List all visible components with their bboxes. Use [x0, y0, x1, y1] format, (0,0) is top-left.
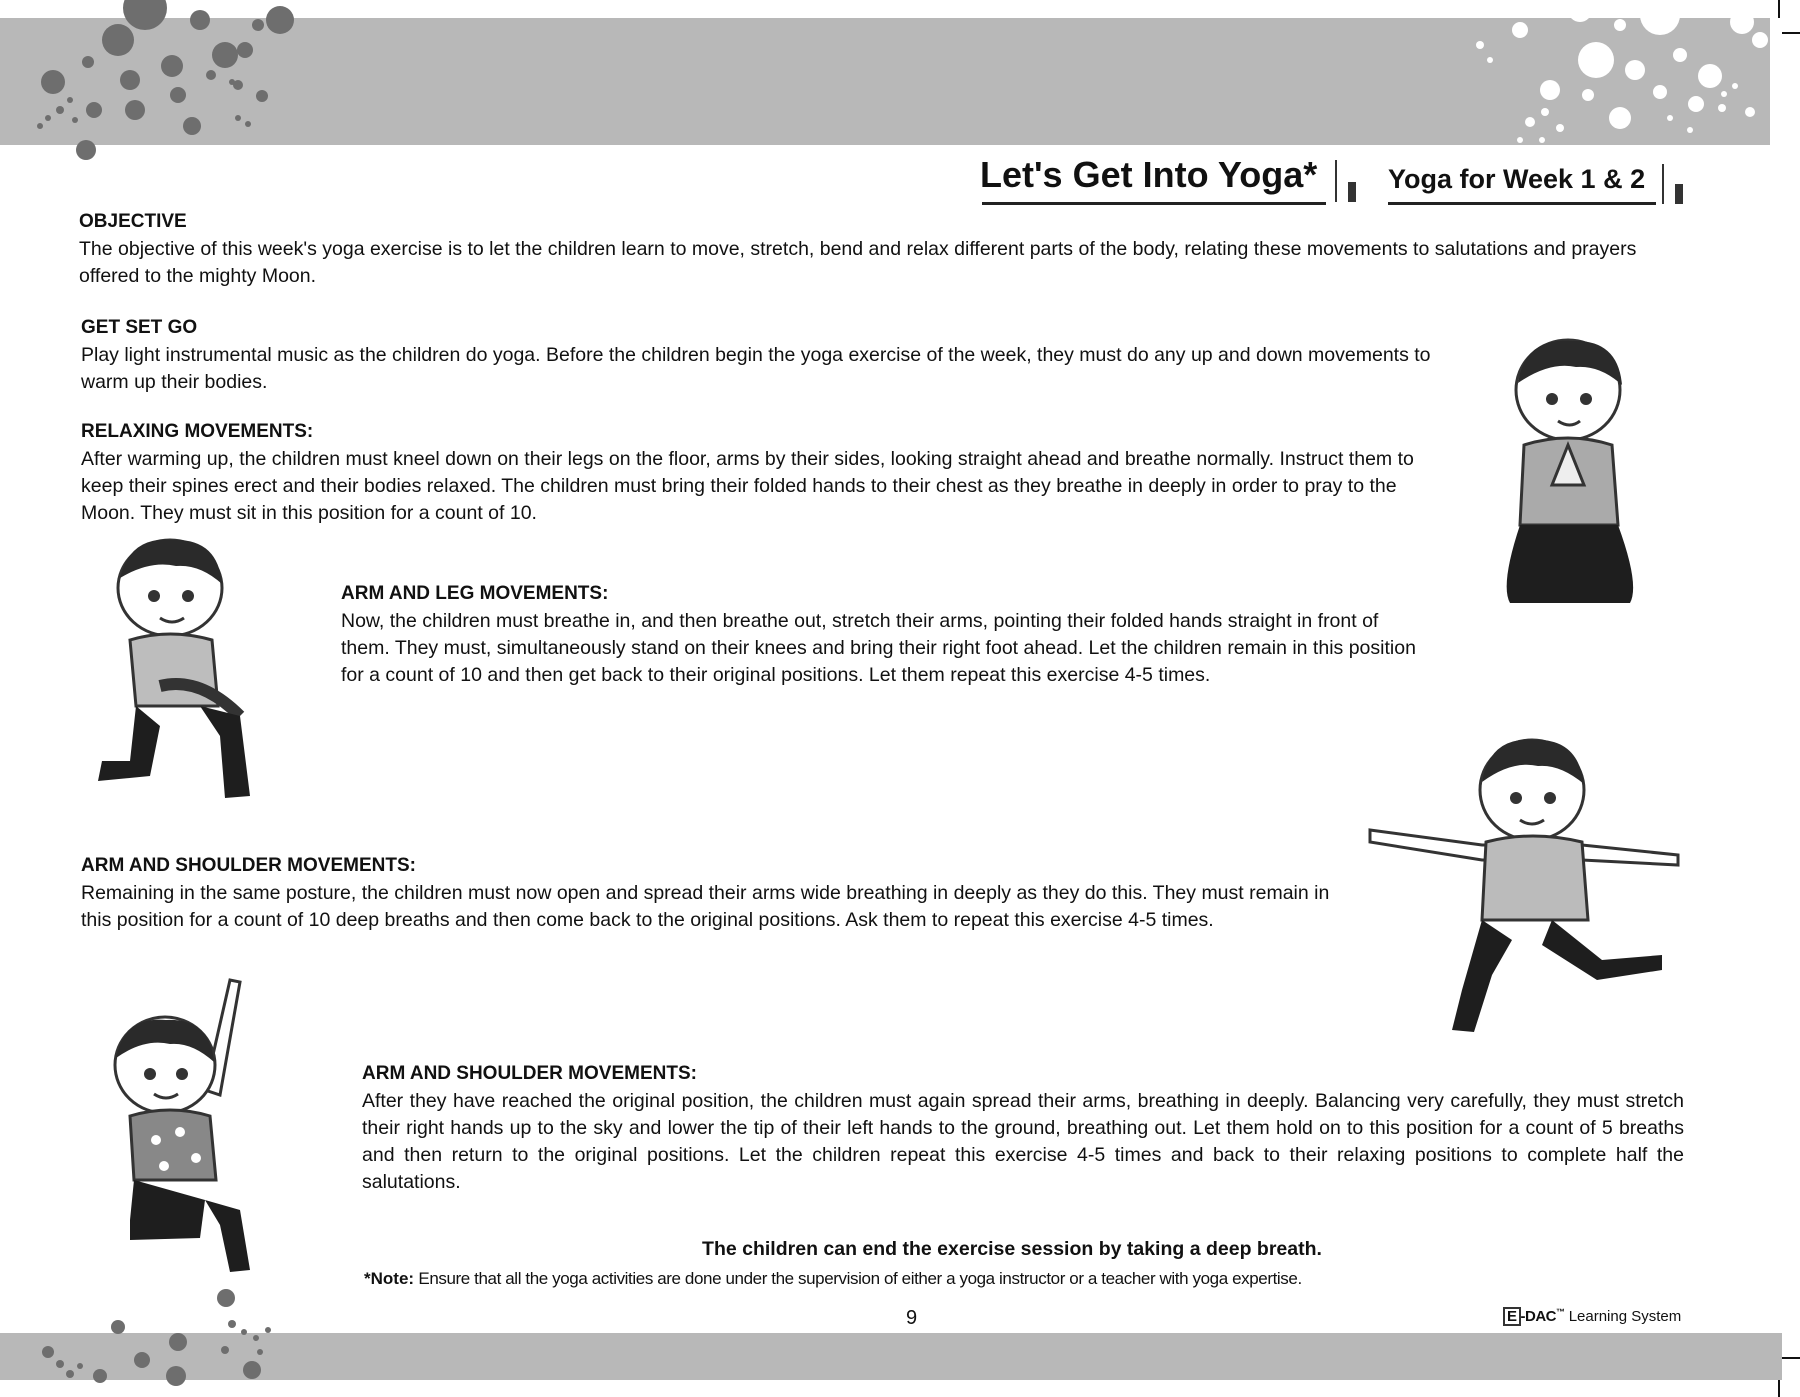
title-divider	[1335, 160, 1337, 202]
safety-note	[364, 1269, 1302, 1289]
child-arms-spread-illustration	[1362, 730, 1682, 1045]
week-underline	[1388, 202, 1656, 205]
brand-logo-e: E	[1503, 1307, 1521, 1326]
brand-footer	[1503, 1307, 1681, 1326]
week-label: Yoga for Week 1 & 2	[1388, 164, 1646, 194]
arm-shoulder-heading-1: ARM AND SHOULDER MOVEMENTS:	[81, 855, 416, 876]
arm-shoulder-heading-2: ARM AND SHOULDER MOVEMENTS:	[362, 1063, 697, 1084]
decorative-dots-top-right	[1460, 0, 1800, 160]
week-divider	[1662, 164, 1664, 204]
page-title: Let's Get Into Yoga*	[980, 154, 1318, 195]
relaxing-text: After warming up, the children must kneel down on their legs on the floor, arms by their sides, looking straight ahead and breathe normally. Instruct them to keep their spines erect and their bodies relaxed. The children must bring their folded hands to their chest as they breathe in deeply in order to pray to the Moon. They must sit in this position for a count of 10.	[81, 448, 1414, 524]
week-divider	[1675, 184, 1683, 204]
closing-text: The children can end the exercise session by taking a deep breath.	[702, 1238, 1322, 1260]
get-set-go-heading: GET SET GO	[81, 317, 198, 338]
objective-text: The objective of this week's yoga exercise is to let the children learn to move, stretch, bend and relax different parts of the body, relating these movements to salutations and prayers offered to the mighty Moon.	[79, 238, 1637, 287]
crop-mark	[1778, 1380, 1780, 1397]
child-kneeling-prayer-illustration	[1480, 335, 1660, 620]
title-divider	[1348, 182, 1356, 202]
page-number: 9	[906, 1307, 918, 1329]
brand-logo-dac: -DAC	[1520, 1308, 1557, 1325]
child-kneeling-arms-forward-illustration	[90, 536, 280, 826]
brand-logo	[1503, 1308, 1565, 1325]
crop-mark	[1782, 1357, 1800, 1359]
title-underline	[982, 202, 1326, 205]
note-text: Ensure that all the yoga activities are done under the supervision of either a yoga instructor or a teacher with yoga expertise.	[418, 1269, 1302, 1288]
child-side-stretch-illustration	[80, 970, 300, 1290]
decorative-dots-top-left	[0, 0, 320, 170]
brand-text: Learning System	[1568, 1308, 1682, 1325]
arm-shoulder-text-2: After they have reached the original position, the children must again spread their arms, breathing in deeply. Balancing very carefully, they must stretch their right hands up to the sky and lower the tip of their left hands to the ground, breathing out. Let them hold on to this position for a count of 5 breaths and then return to the original positions. Let the children repeat this exercise 4-5 times and back to their relaxing positions to complete half the salutations.	[362, 1090, 1684, 1193]
decorative-dots-bottom-left	[0, 1280, 300, 1397]
relaxing-heading: RELAXING MOVEMENTS:	[81, 421, 314, 442]
crop-mark	[1778, 0, 1780, 18]
get-set-go-text: Play light instrumental music as the children do yoga. Before the children begin the yoga exercise of the week, they must do any up and down movements to warm up their bodies.	[81, 344, 1431, 393]
arm-leg-text: Now, the children must breathe in, and then breathe out, stretch their arms, pointing their folded hands straight in front of them. They must, simultaneously stand on their knees and bring their right foot ahead. Let the children remain in this position for a count of 10 and then get back to their original positions. Let them repeat this exercise 4-5 times.	[341, 610, 1416, 686]
crop-mark	[1782, 32, 1800, 34]
brand-trademark: ™	[1556, 1307, 1565, 1317]
objective-heading: OBJECTIVE	[79, 211, 187, 232]
note-label: *Note:	[364, 1269, 415, 1288]
arm-leg-heading: ARM AND LEG MOVEMENTS:	[341, 583, 609, 604]
arm-shoulder-text-1: Remaining in the same posture, the children must now open and spread their arms wide breathing in deeply as they do this. They must remain in this position for a count of 10 deep breaths and then come back to the original positions. Ask them to repeat this exercise 4-5 times.	[81, 882, 1330, 931]
